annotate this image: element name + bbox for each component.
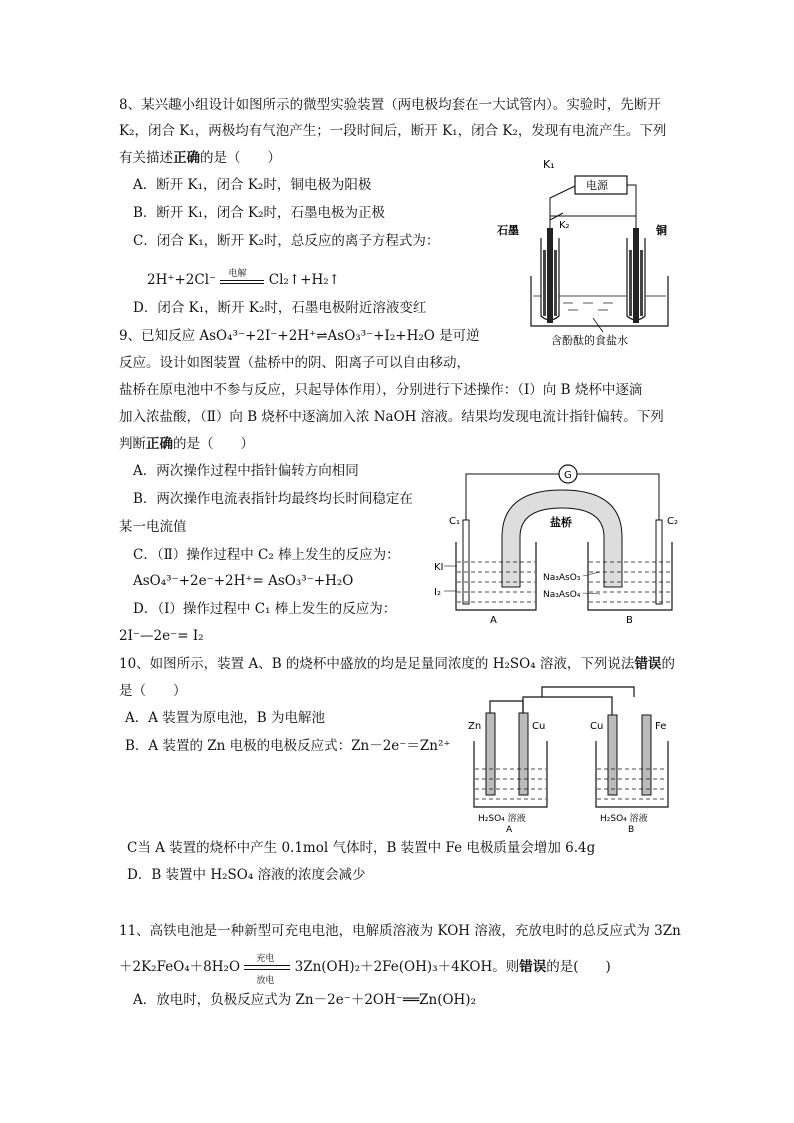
q8-stem-line2: K₂，闭合 K₁，两极均有气泡产生；一段时间后，断开 K₁，闭合 K₂，发现有电流产生。下列 [119, 123, 667, 139]
q10-stem-line2: 是（ ） [119, 683, 187, 699]
beaker-b [596, 741, 668, 807]
q8-option-d: D．闭合 K₁，断开 K₂时，石墨电极附近溶液变红 [133, 300, 427, 316]
zn-label: Zn [468, 721, 482, 732]
q8-option-b: B．断开 K₁，闭合 K₂时，石墨电极为正极 [133, 205, 385, 221]
q11-option-a: A．放电时，负极反应式为 Zn－2e⁻＋2OH⁻══Zn(OH)₂ [133, 992, 476, 1008]
cu2-label: Cu [590, 721, 604, 732]
zn-electrode [486, 713, 495, 795]
q11-stem2d: 的是( ) [546, 959, 611, 975]
q8-eq-arrow [220, 268, 264, 288]
charge-label: 充电 [256, 953, 275, 964]
q9-option-d-line2: 2I⁻—2e⁻= I₂ [119, 628, 204, 644]
beaker-a [474, 741, 547, 807]
k2-label: K₂ [559, 220, 570, 231]
q10-keyword: 错误 [634, 656, 662, 672]
salt-bridge-label: 盐桥 [550, 516, 572, 529]
q8-eq-right: Cl₂↑+H₂↑ [268, 272, 340, 288]
q10-stem-line1 [119, 655, 675, 673]
q8-eq-left: 2H⁺+2Cl⁻ [147, 272, 217, 288]
q11-stem-line2 [119, 953, 611, 986]
q8-electrolysis-diagram [493, 158, 678, 348]
q9-stem-line2: 反应。设计如图装置（盐桥中的阴、阳离子可以自由移动， [119, 355, 470, 371]
q8-stem3c: 的是（ ） [200, 150, 281, 166]
q9-stem-line4: 加入浓盐酸，（Ⅱ）向 B 烧杯中逐滴加入浓 NaOH 溶液。结果均发现电流计指针偏转。下列 [119, 409, 664, 425]
q9-option-b-line1: B．两次操作电流表指针均最终均长时间稳定在 [133, 491, 413, 507]
power-source-label: 电源 [586, 179, 608, 192]
q8-option-c: C．闭合 K₁，断开 K₂时，总反应的离子方程式为： [133, 233, 440, 249]
q10-option-a: A．A 装置为原电池，B 为电解池 [125, 710, 326, 726]
q8-equation [147, 268, 340, 289]
beaker-b-label: B [626, 615, 633, 626]
q9-stem5a: 判断 [119, 436, 146, 452]
graphite-label: 石墨 [497, 224, 519, 237]
cu1-label: Cu [532, 721, 546, 732]
c2-label: C₂ [667, 516, 678, 527]
q9-stem-line3: 盐桥在原电池中不参与反应，只起导体作用），分别进行下述操作：（Ⅰ）向 B 烧杯中逐滴 [119, 382, 643, 398]
fe-electrode [642, 715, 651, 795]
q8-caption: 含酚酞的食盐水 [551, 334, 628, 347]
q8-keyword: 正确 [173, 150, 200, 166]
q10-stem1c: 的 [661, 656, 675, 672]
q11-keyword: 错误 [519, 959, 547, 975]
discharge-label: 放电 [256, 975, 275, 986]
q8-stem3a: 有关描述 [119, 150, 173, 166]
galvanometer-label: G [564, 470, 572, 481]
beaker-a-label: A [490, 615, 497, 626]
c1-label: C₁ [449, 516, 460, 527]
q11-stem-line1: 11、高铁电池是一种新型可充电电池，电解质溶液为 KOH 溶液，充放电时的总反应式为 3Zn [119, 923, 681, 939]
q9-option-c-line2: AsO₄³⁻+2e⁻+2H⁺= AsO₃³⁻+H₂O [133, 573, 354, 589]
q9-stem-line5 [119, 435, 254, 453]
copper-label: 铜 [656, 224, 667, 237]
fe-label: Fe [655, 721, 667, 732]
cu2-electrode [608, 715, 617, 795]
solution-b-label: H₂SO₄ 溶液 [600, 814, 648, 824]
cu1-electrode [519, 713, 528, 795]
na3aso4-label: Na₃AsO₄ [543, 590, 581, 600]
q11-products: 3Zn(OH)₂＋2Fe(OH)₃＋4KOH。则 [294, 959, 520, 975]
q9-salt-bridge-diagram [434, 462, 690, 627]
q10-option-b: B．A 装置的 Zn 电极的电极反应式：Zn－2e⁻＝Zn²⁺ [125, 738, 451, 754]
graphite-electrode [547, 228, 553, 323]
q11-reversible-arrow [244, 953, 290, 986]
q9-option-a: A．两次操作过程中指针偏转方向相同 [133, 463, 359, 479]
q9-option-c-line1: C．（Ⅱ）操作过程中 C₂ 棒上发生的反应为： [133, 547, 400, 563]
q8-eq-condition: 电解 [228, 268, 247, 279]
k1-label: K₁ [543, 158, 555, 171]
q8-stem-line1: 8、某兴趣小组设计如图所示的微型实验装置（两电极均套在一大试管内）。实验时，先断开 [119, 97, 661, 113]
q9-keyword: 正确 [146, 436, 173, 452]
beaker-a-label: A [506, 825, 513, 835]
copper-electrode [633, 228, 639, 323]
q9-stem-line1: 9、已知反应 AsO₄³⁻+2I⁻+2H⁺⇌AsO₃³⁻+I₂+H₂O 是可逆 [119, 328, 480, 344]
na3aso3-label: Na₃AsO₃ [543, 573, 581, 583]
q10-option-d: D．B 装置中 H₂SO₄ 溶液的浓度会减少 [127, 867, 366, 883]
ki-label: KI [434, 562, 444, 573]
q10-option-c: C当 A 装置的烧杯中产生 0.1mol 气体时，B 装置中 Fe 电极质量会增加 6.4g [127, 840, 596, 856]
solution-a-label: H₂SO₄ 溶液 [478, 814, 526, 824]
q8-option-a: A．断开 K₁，闭合 K₂时，铜电极为阳极 [133, 177, 372, 193]
beaker-b-label: B [628, 825, 635, 835]
q11-reactants: ＋2K₂FeO₄＋8H₂O [119, 959, 241, 975]
q9-option-d-line1: D．（Ⅰ）操作过程中 C₁ 棒上发生的反应为： [133, 601, 397, 617]
q9-option-b-line2: 某一电流值 [119, 519, 187, 535]
q10-stem1: 10、如图所示，装置 A、B 的烧杯中盛放的均是足量同浓度的 H₂SO₄ 溶液，下列说法 [119, 656, 635, 672]
i2-label: I₂ [434, 587, 441, 598]
q10-cells-diagram [462, 685, 687, 835]
q8-stem-line3 [119, 149, 281, 167]
q9-stem5c: 的是（ ） [173, 436, 254, 452]
